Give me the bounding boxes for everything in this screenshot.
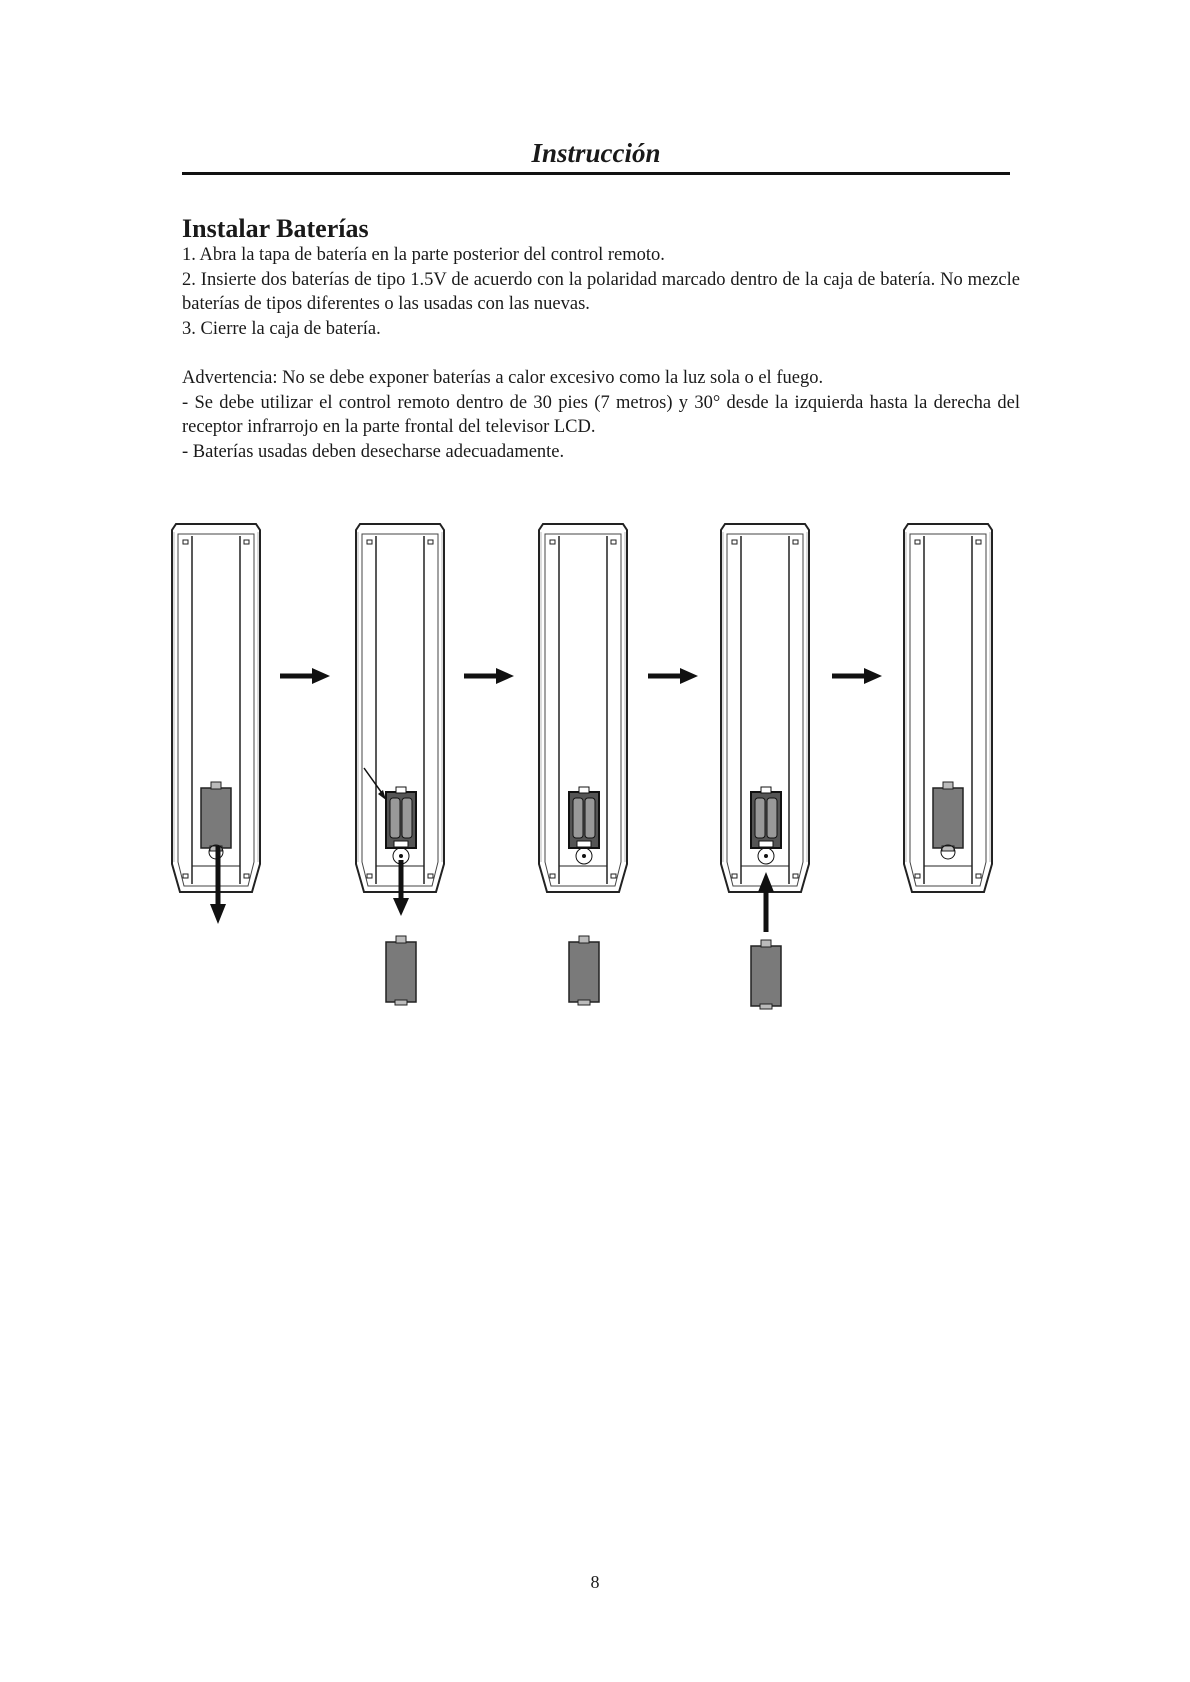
warning-2: - Se debe utilizar el control remoto dentro de 30 pies (7 metros) y 30° desde la izquierda hasta la derecha del receptor infrarrojo en la parte frontal del televisor LCD. (182, 392, 1020, 437)
step-2: 2. Insierte dos baterías de tipo 1.5V de acuerdo con la polaridad marcado dentro de la caja de batería. No mezcle baterías de tipos diferentes o las usadas con las nuevas. (182, 269, 1020, 314)
section-title: Instalar Baterías (182, 214, 369, 243)
step-arrow-1 (280, 668, 330, 684)
removed-cover-2 (386, 936, 416, 1005)
warning-3: - Baterías usadas deben desecharse adecuadamente. (182, 441, 565, 462)
page-number: 8 (590, 1572, 600, 1592)
remote-step-5 (904, 524, 992, 892)
warning-1: Advertencia: No se debe exponer baterías a calor excesivo como la luz sola o el fuego. (182, 368, 824, 388)
remote-step-2 (356, 524, 444, 892)
remote-step-3 (539, 524, 627, 892)
removed-cover-3 (569, 936, 599, 1005)
step-1: 1. Abra la tapa de batería en la parte posterior del control remoto. (182, 245, 665, 265)
step-3: 3. Cierre la caja de batería. (182, 318, 381, 339)
remote-step-1 (172, 524, 260, 892)
step-arrow-2 (464, 668, 514, 684)
header-title: Instrucción (531, 138, 661, 168)
step-arrow-3 (648, 668, 698, 684)
cover-to-insert-4 (751, 940, 781, 1009)
remote-step-4 (721, 524, 809, 892)
step-arrow-4 (832, 668, 882, 684)
